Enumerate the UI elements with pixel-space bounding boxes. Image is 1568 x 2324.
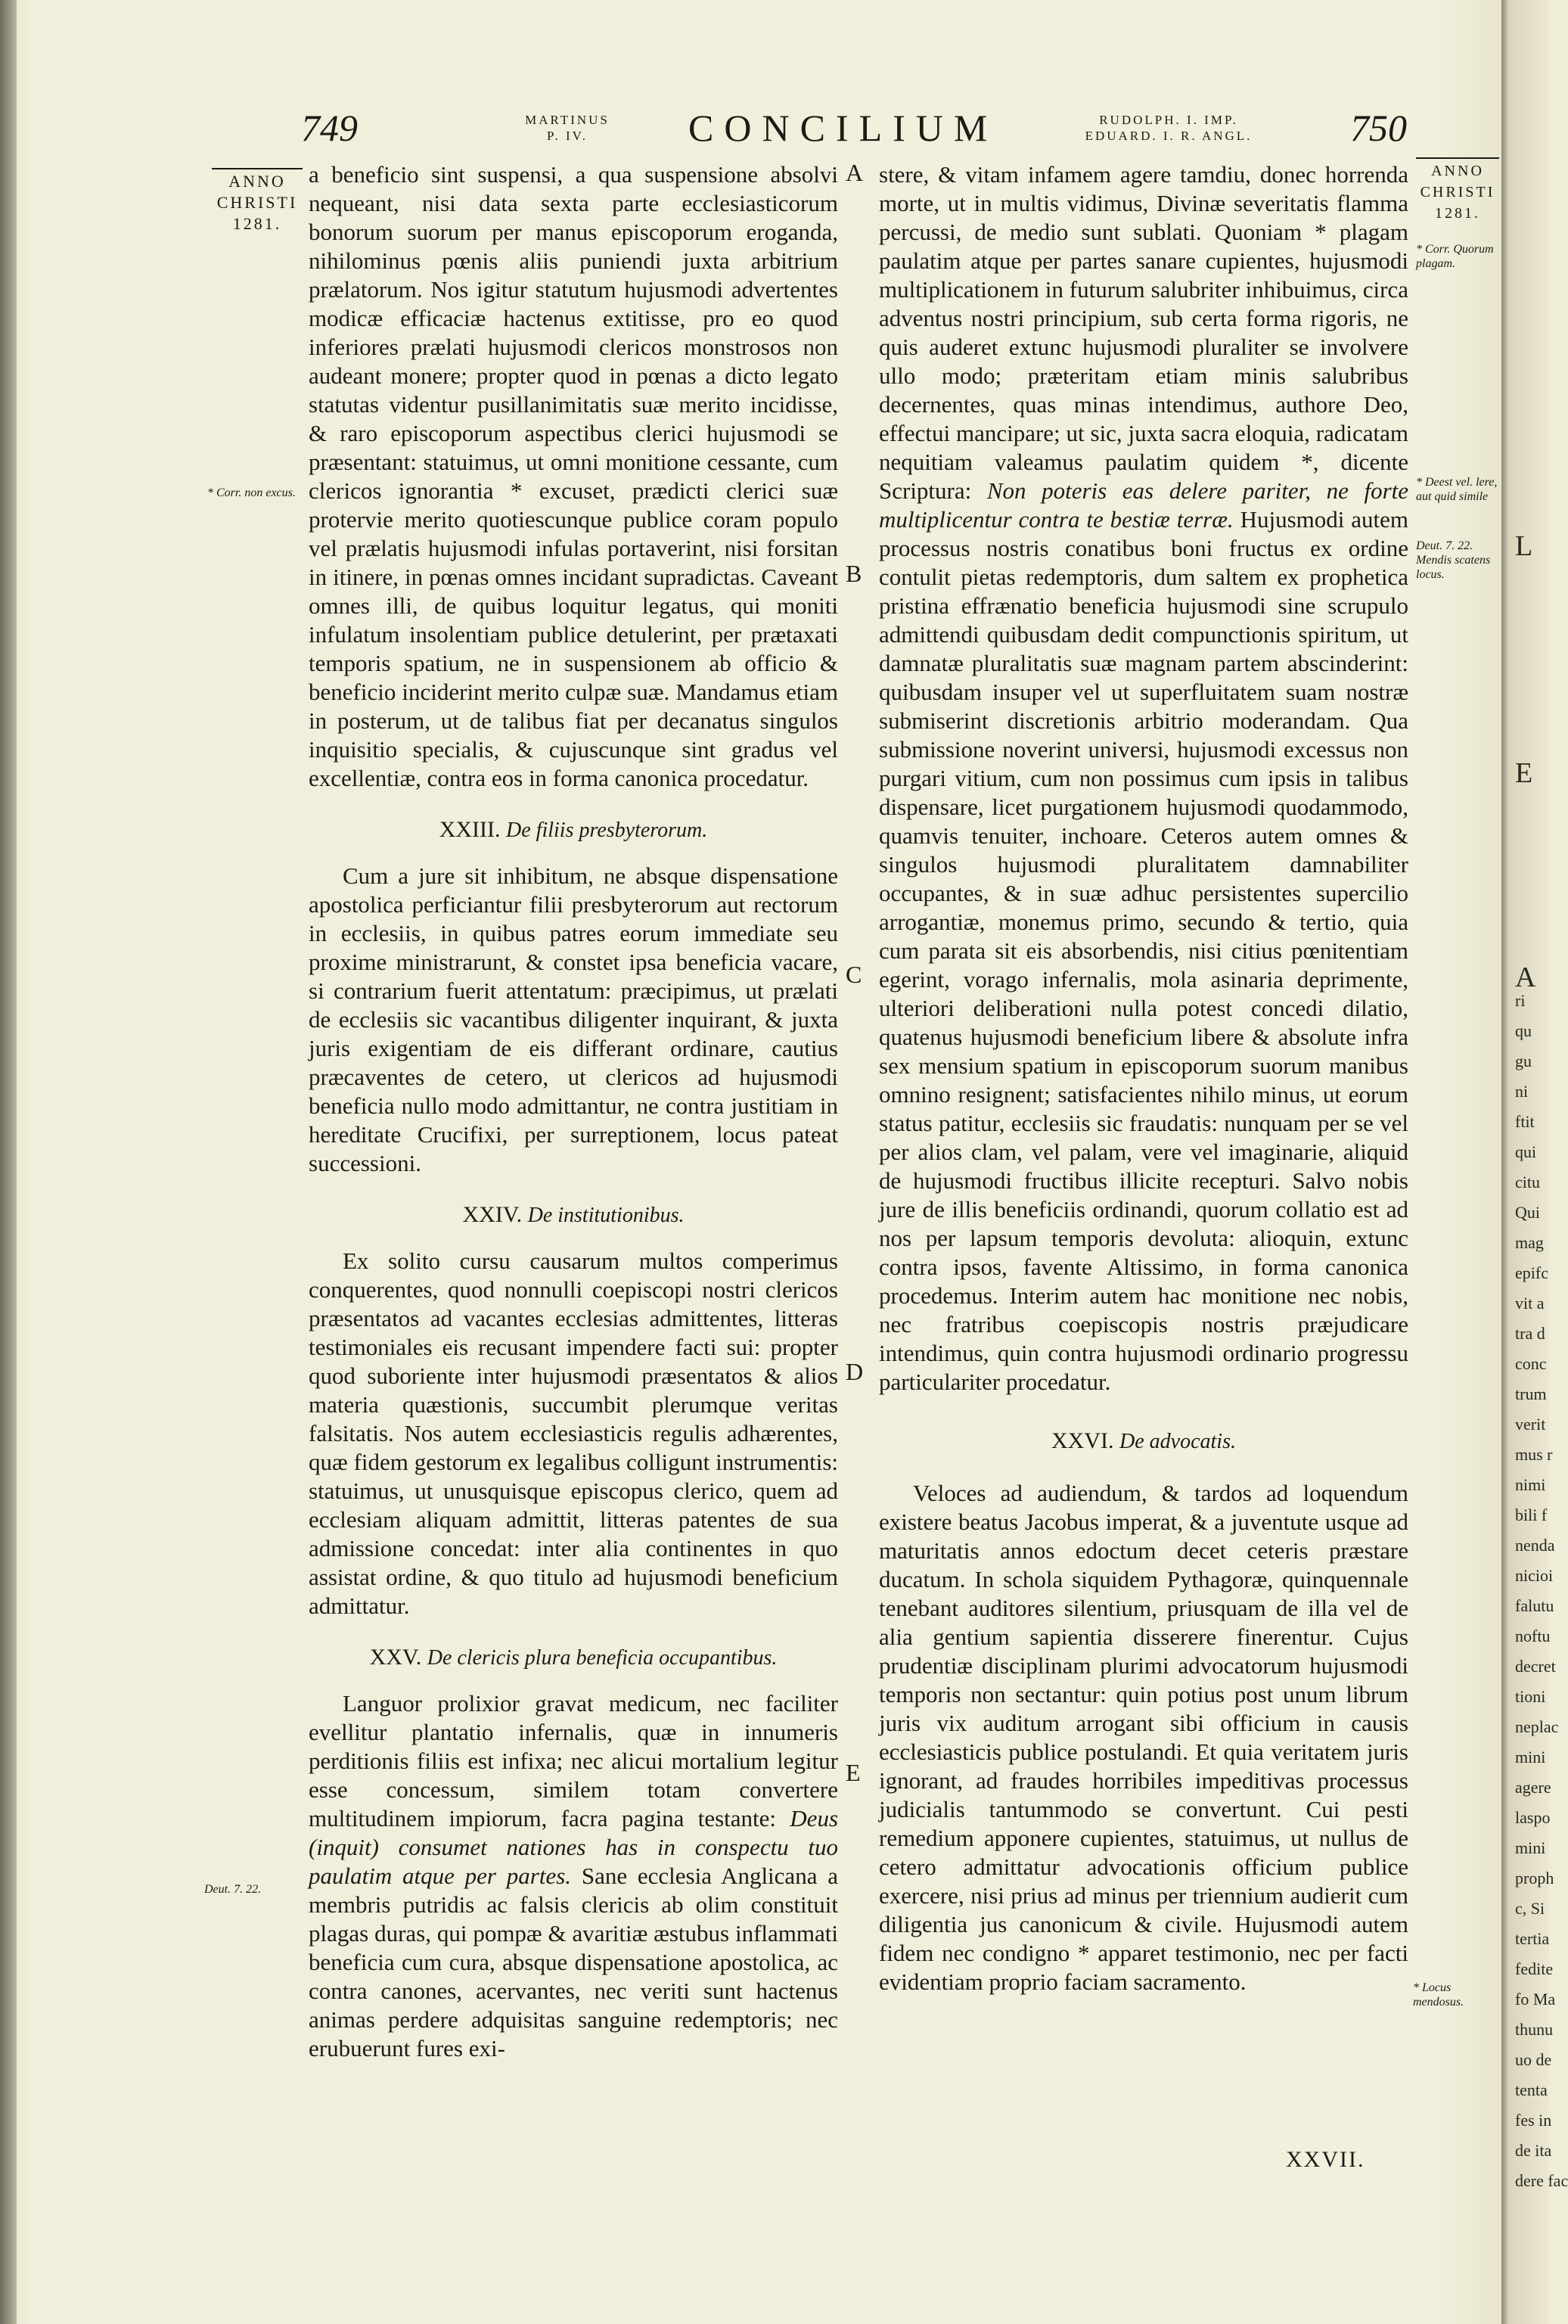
section-title: De advocatis. (1119, 1430, 1236, 1453)
next-page-fragment: L (1515, 530, 1533, 562)
next-page-fragment: neplac (1515, 1717, 1559, 1736)
left-margin-corr-note: * Corr. non excus. (207, 486, 296, 499)
section-letter-a: A (846, 159, 864, 186)
next-page-fragment: verit (1515, 1415, 1546, 1434)
next-page-fragment: uo de (1515, 2050, 1552, 2069)
next-page-fragment: trum (1515, 1384, 1547, 1403)
section-number: XXIII. (439, 817, 501, 842)
paragraph-text: Sane ecclesia Anglicana a membris putridis ac falsis clericis ab olim constituit plagas duras, qui pompæ & avaritiæ æstubus inflammati beneficia cum cura, absque dispensatione apostolica, ac contra canones, acervantes, nec veriti sunt hactenus animas perdere adquisitas sanguine redemptoris; nec erubuerunt fures exi- (309, 1863, 838, 2061)
section-letter-b: B (846, 560, 862, 587)
next-page-fragment: noftu (1515, 1626, 1551, 1645)
scripture-quote: Deus (inquit) consumet nationes has in conspectu tuo paulatim atque per partes. (309, 1805, 839, 1889)
right-margin-deest-note: * Deest vel. lere, aut quid simile (1416, 476, 1498, 503)
page-title: CONCILIUM (688, 107, 998, 149)
next-page-fragment: ni (1515, 1082, 1529, 1101)
paragraph: Cum a jure sit inhibitum, ne absque dispensatione apostolica perficiantur filii presbyterorum aut rectorum in ecclesiis, in quibus patres eorum immediate seu proxime ministrarunt, & constet ipsa beneficia vacare, si contrarium fuerit attentatum: præcipimus, ut prælati de ecclesiis sic vacantibus diligenter inquirant, & juxta juris exigentiam de eis differant ordinare, cautius præcaventes de cetero, ut clericos ad hujusmodi beneficia nullo modo admittantur, ne contra justitiam in hereditate Crucifixi, per surreptionem, locus pateat successioni. (309, 862, 838, 1176)
next-page-fragment: mini (1515, 1838, 1546, 1857)
right-page-number: 750 (1350, 107, 1407, 149)
next-page-fragment: tenta (1515, 2080, 1548, 2099)
next-page-fragment: fo Ma (1515, 1990, 1556, 2009)
left-margin-deut-note: Deut. 7. 22. (204, 1883, 262, 1896)
section-letter-e: E (846, 1759, 861, 1786)
next-page-fragment: nenda (1515, 1536, 1555, 1555)
next-page-edge (1501, 0, 1568, 2324)
catchword: XXVII. (1286, 2147, 1365, 2172)
next-page-fragment: tioni (1515, 1687, 1546, 1706)
right-margin-corr-note: * Corr. Quorum plagam. (1416, 243, 1494, 270)
left-binding-shadow (0, 0, 17, 2324)
section-number: XXV. (369, 1645, 422, 1670)
paragraph: Ex solito cursu causarum multos comperimus conquerentes, quod nonnulli coepiscopi nostri clericos præsentatos ad vacantes ecclesias admittentes, litteras testimoniales eis recusant impendere facti sui: propter quod suboriente inter hujusmodi præsentatos & alios materia quæstionis, succumbit plerumque veritas falsitatis. Nos autem ecclesiasticis regulis adhærentes, quæ fidem gestorum ex legalibus colligunt instrumentis: statuimus, ut unusquisque episcopus clerico, quem ad ecclesiam aliquam admittit, litteras patentes de sua admissione concedat: inter alia continentes in quo assistat ordine, & quo titulo ad hujusmodi beneficium admittatur. (309, 1247, 838, 1619)
next-page-fragment: mag (1515, 1233, 1544, 1252)
section-heading-xxiii (309, 816, 838, 845)
right-margin-anno (1416, 157, 1499, 224)
paragraph-text: stere, & vitam infamem agere tamdiu, donec horrenda morte, ut in multis vidimus, Divinæ severitatis flamma percussi, de medio sunt sublati. Quoniam * plagam paulatim atque per partes sanare cupientes, hujusmodi multiplicationem in futurum salubriter inhibuimus, circa adventus nostri principium, sub certa forma rigoris, ne quis auderet extunc hujusmodi pluraliter se involvere ullo modo; præteritam etiam minis salubribus decernentes, quas minas intendimus, authore Deo, effectui mancipare; ut sic, juxta sacra eloquia, radicatam nequitiam valeamus paulatim quidem *, dicente Scriptura: (879, 161, 1408, 504)
section-number: XXIV. (462, 1202, 523, 1227)
paragraph (879, 160, 1408, 1397)
anno-christi: CHRISTI (216, 193, 298, 212)
paragraph (309, 1689, 838, 2063)
next-page-fragment: nicioi (1515, 1566, 1554, 1585)
section-title: De clericis plura beneficia occupantibus. (427, 1646, 778, 1670)
next-page-fragment: ftit (1515, 1112, 1535, 1131)
section-number: XXVI. (1051, 1428, 1114, 1453)
right-running-head: RUDOLPH. I. IMP. EDUARD. I. R. ANGL. (1085, 113, 1253, 143)
anno-label: ANNO (212, 168, 303, 192)
next-page-fragment: qu (1515, 1021, 1532, 1040)
next-page-fragment: E (1515, 757, 1533, 789)
next-page-fragment: mini (1515, 1748, 1546, 1766)
next-page-fragment: falutu (1515, 1596, 1554, 1615)
section-title: De filiis presbyterorum. (506, 819, 708, 842)
anno-label: ANNO (1416, 157, 1499, 182)
section-heading-xxv (309, 1643, 838, 1673)
next-page-fragment: tertia (1515, 1929, 1550, 1948)
next-page-fragment: fedite (1515, 1959, 1554, 1978)
anno-year: 1281. (1435, 205, 1480, 222)
section-title: De institutionibus. (527, 1204, 685, 1227)
paragraph-text: Hujusmodi autem processus nostris conatibus boni fructus ex ordine contulit pietas redemptoris, dum saltem ex prophetica pristina effrænatio beneficia hujusmodi sine scrupulo admittendi quibusdam dedit compunctionis spiritum, ut damnatæ pluralitatis suæ magnam partem abscinderint: quibusdam insuper vel ut superfluitatem suam nostræ submiserint discretionis arbitrio moderandam. Qua submissione noverint universi, hujusmodi excessus non purgari vitium, cum non possimus cum ipsis in talibus dispensare, licet purgationem hujusmodi quodammodo, quamvis tenuiter, inchoare. Ceteros autem omnes & singulos hujusmodi pluralitatem damnabiliter occupantes, & in suæ adhuc persistentes supercilio arrogantiæ, monemus primo, secundo & tertio, quia cum parata sit eis absorbendis, nisi citius pœnitentiam egerint, vorago infernalis, mola asinaria deprimente, ulteriori deliberationi nulla potest concedi dilatio, quatenus hujusmodi beneficium libere & absolute infra sex mensium spatium in episcoporum suorum manibus omnino resignent; satisfacientes nihilo minus, ut eorum status patitur, ecclesiis sic fraudatis: nunquam per se vel per alios clam, vel palam, vere vel imaginarie, aliquid de hujusmodi fructibus illicite recepturi. Salvo nobis jure de illis beneficiis ordinandi, quorum collatio est ad nos per lapsum temporis devoluta: alioquin, extunc contra ipsos, favente Altissimo, in forma canonica procedemus. Interim autem hac monitione nec nobis, nec fratribus coepiscopis nostris præjudicare intendimus, quin contra hujusmodi ordinario progressu particulariter procedatur. (879, 506, 1408, 1395)
next-page-fragment: citu (1515, 1173, 1540, 1192)
next-page-fragment: dere fac (1515, 2171, 1568, 2190)
next-page-fragment: Qui (1515, 1203, 1540, 1222)
section-letter-c: C (846, 961, 862, 988)
next-page-fragment: c, Si (1515, 1899, 1545, 1918)
next-page-fragment: gu (1515, 1052, 1532, 1070)
right-margin-deut-note: Deut. 7. 22. Mendis scatens locus. (1416, 539, 1491, 581)
next-page-fragment: proph (1515, 1869, 1554, 1887)
paragraph-text: Languor prolixior gravat medicum, nec faciliter evellitur plantatio infernalis, quæ in innumeris perditionis filiis est infixa; nec alicui mortalium legitur esse concessum, similem totam convertere multitudinem impiorum, facra pagina testante: (309, 1690, 838, 1832)
left-text-column (309, 160, 838, 2063)
section-heading-xxvi (879, 1427, 1408, 1456)
anno-christi: CHRISTI (1420, 184, 1495, 200)
paragraph: Veloces ad audiendum, & tardos ad loquendum existere beatus Jacobus imperat, & a juventute usque ad maturitatis annos edoctum decet ceteris præstare ducatum. In schola siquidem Pythagoræ, quinquennale tenebant auditores silentium, priusquam de illa vel de alia gentium sapientia disserere finerentur. Cujus prudentiæ disciplinam plurimi advocatorum hujusmodi temporis non sectantur: quin potius post unum librum juris vix auditum arrogant sibi officium in causis ecclesiasticis publice postulandi. Et quia veritatem juris ignorant, ad fraudes horribiles impeditivas processus judicialis tantummodo se convertunt. Cui pesti remedium apponere cupientes, statuimus, ut nullus de cetero admittatur advocationis officium publice exercere, nisi prius ad minus per triennium audierit cum diligentia jus canonicum & civile. Hujusmodi autem fidem nec condigno * apparet testimonio, nec per facti evidentiam proprio faciam sacramento. (879, 1480, 1408, 1995)
next-page-fragment: A (1515, 962, 1536, 993)
next-page-fragment: ri (1515, 991, 1526, 1010)
next-page-fragment: vit a (1515, 1294, 1545, 1313)
left-margin-anno (212, 168, 303, 235)
next-page-fragment: bili f (1515, 1505, 1548, 1524)
right-text-column (879, 160, 1408, 1996)
next-page-fragment: decret (1515, 1657, 1556, 1676)
next-page-fragment: de ita (1515, 2141, 1552, 2160)
next-page-fragment: thunu (1515, 2020, 1554, 2039)
scripture-quote: Non poteris eas delere pariter, ne forte multiplicentur contra te bestiæ terræ. (879, 477, 1409, 533)
section-letter-d: D (846, 1358, 864, 1385)
next-page-fragment: fes in (1515, 2111, 1552, 2130)
next-page-fragment: nimi (1515, 1475, 1546, 1494)
anno-year: 1281. (232, 214, 282, 233)
paragraph: a beneficio sint suspensi, a qua suspensione absolvi nequeant, nisi data sexta parte ecclesiasticorum bonorum suorum per manus episcoporum eroganda, nihilominus pœnis aliis puniendi juxta arbitrium prælatorum. Nos igitur statutum hujusmodi advertentes modicæ efficaciæ hactenus extitisse, pro eo quod inferiores prælati hujusmodi clericos monstrosos non audeant monere; propter quod in pœnas a dicto legato statutas videntur pusillanimitatis suæ merito incidisse, & raro episcoporum aspectibus clerici hujusmodi se præsentant: statuimus, ut omni monitione cessante, cum clericos ignorantia * excuset, prædicti clerici suæ protervie merito quotiescunque publice coram populo vel prælatis hujusmodi infulas portaverint, nisi forsitan in itinere, in pœnas omnes incidant supradictas. Caveant omnes illi, de quibus loquitur legatus, qui moniti infulatum insolentiam publice detulerint, per prætaxati temporis spatium, ne in suspensionem ab officio & beneficio inciderint merito culpæ suæ. Mandamus etiam in posterum, ut de talibus fiat per decanatus singulos inquisitio specialis, & cujuscunque sint gradus vel excellentiæ, contra eos in forma canonica procedatur. (309, 161, 838, 791)
next-page-fragment: tra d (1515, 1324, 1545, 1343)
next-page-fragment: laspo (1515, 1808, 1551, 1827)
section-heading-xxiv (309, 1201, 838, 1230)
left-page-number: 749 (301, 107, 358, 149)
next-page-fragment: mus r (1515, 1445, 1553, 1464)
next-page-fragment: epifc (1515, 1263, 1548, 1282)
next-page-fragment: qui (1515, 1142, 1537, 1161)
right-margin-locus-note: * Locus mendosus. (1413, 1981, 1464, 2009)
left-running-head: MARTINUS P. IV. (525, 113, 610, 143)
next-page-fragment: agere (1515, 1778, 1551, 1797)
next-page-fragment: conc (1515, 1354, 1547, 1373)
